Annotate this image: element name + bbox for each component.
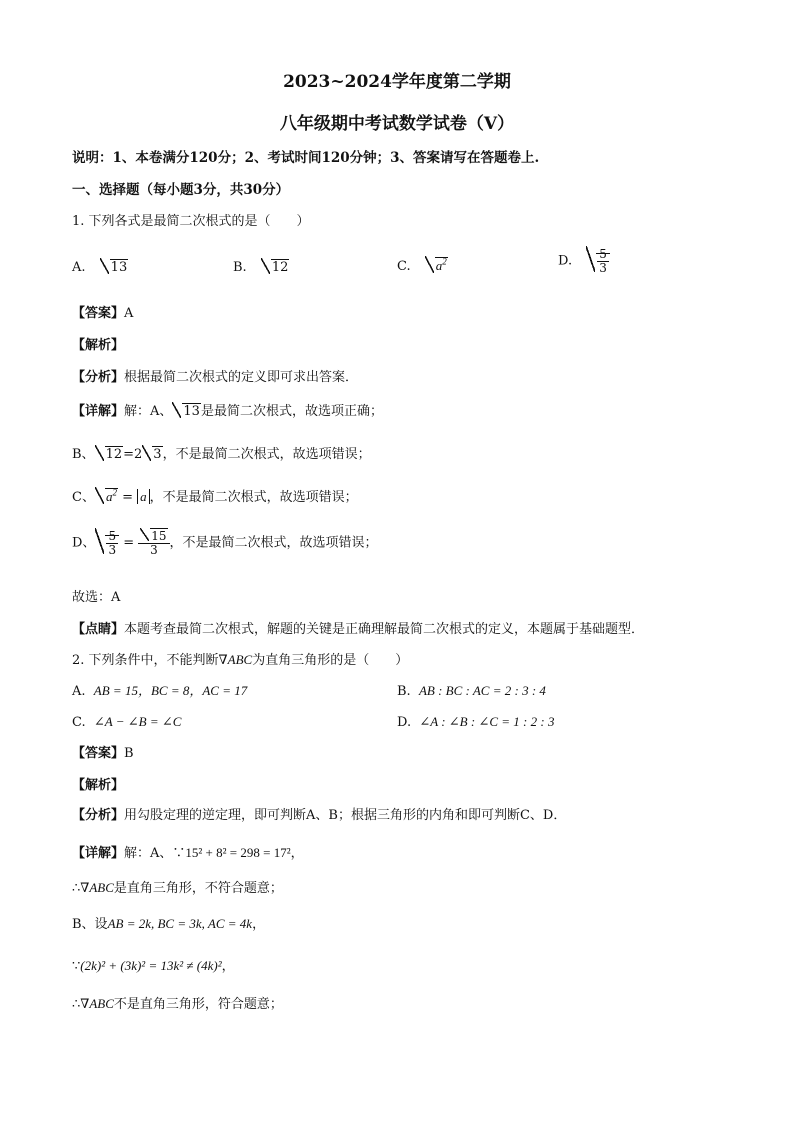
q2-detail-b2: ∵(2k)² + (3k)² = 13k² ≠ (4k)²， bbox=[72, 958, 235, 974]
q2-stem: 2. 下列条件中，不能判断∇ABC为直角三角形的是（ ） bbox=[72, 652, 409, 668]
q2-analysis-tag: 【解析】 bbox=[72, 778, 125, 793]
option-label: D. bbox=[558, 253, 573, 269]
q2-detail-b: B、设AB = 2k, BC = 3k, AC = 4k， bbox=[72, 916, 266, 932]
option-label: A. bbox=[72, 260, 86, 275]
sqrt-expression: 13 bbox=[172, 404, 201, 420]
q2-conclusion-b: ∴∇ABC不是直角三角形，符合题意； bbox=[72, 996, 283, 1012]
q1-detail-c: C、 $a^2 = a$ ，不是最简二次根式，故选项错误； bbox=[72, 487, 358, 505]
q1-fenxi: 【分析】根据最简二次根式的定义即可求出答案． bbox=[72, 370, 359, 385]
q1-answer: 【答案】A bbox=[72, 306, 134, 321]
exam-note: 说明：1、本卷满分120分；2、考试时间120分钟；3、答案请写在答题卷上. bbox=[72, 150, 540, 166]
q1-detail-d: D、 $\frac{5}{3}$ = $\frac{15}{3}$ ，不是最简二次根式，故选项错误； bbox=[72, 529, 378, 557]
q2-detail-a: 【详解】解：A、∵15² + 8² = 298 = 17²， bbox=[72, 845, 304, 861]
q1-stem: 1. 下列各式是最简二次根式的是（ ） bbox=[72, 214, 310, 229]
q1-choose: 故选：A bbox=[72, 590, 121, 605]
sqrt-expression: $a^2$ bbox=[95, 489, 118, 506]
q2-answer: 【答案】B bbox=[72, 746, 134, 761]
exam-title-line1: 2023~2024学年度第二学期 bbox=[283, 72, 511, 92]
q1-comment: 【点睛】本题考查最简二次根式，解题的关键是正确理解最简二次根式的定义，本题属于基础题型． bbox=[72, 622, 645, 637]
sqrt-expression: 12 bbox=[95, 447, 124, 463]
q2-option-c: C. ∠A − ∠B = ∠C bbox=[72, 714, 182, 730]
q2-option-a: A. AB = 15，BC = 8，AC = 17 bbox=[72, 683, 248, 699]
q1-detail-a: 【详解】解：A、 13是最简二次根式，故选项正确； bbox=[72, 404, 383, 419]
q1-option-a bbox=[72, 260, 128, 276]
q1-option-b bbox=[233, 260, 289, 276]
sqrt-expression: $a^2$ bbox=[425, 258, 448, 275]
sqrt-expression: 12 bbox=[261, 260, 290, 276]
sqrt-expression: 13 bbox=[100, 260, 129, 276]
q2-option-b: B. AB : BC : AC = 2 : 3 : 4 bbox=[397, 683, 546, 699]
option-label: C. bbox=[397, 259, 411, 274]
q2-fenxi: 【分析】用勾股定理的逆定理，即可判断A、B；根据三角形的内角和即可判断C、D． bbox=[72, 808, 567, 823]
q1-option-c bbox=[397, 258, 448, 275]
exam-title-line2: 八年级期中考试数学试卷（V） bbox=[279, 114, 515, 134]
q1-analysis-tag: 【解析】 bbox=[72, 338, 125, 353]
q2-option-d: D. ∠A : ∠B : ∠C = 1 : 2 : 3 bbox=[397, 714, 555, 730]
q1-option-d bbox=[558, 248, 610, 274]
sqrt-expression: 3 bbox=[142, 447, 162, 463]
sqrt-fraction: $\frac{5}{3}$ bbox=[586, 248, 610, 274]
option-label: B. bbox=[233, 260, 247, 275]
q1-detail-b: B、 12=2 3，不是最简二次根式，故选项错误； bbox=[72, 447, 371, 462]
q2-conclusion-a: ∴∇ABC是直角三角形，不符合题意； bbox=[72, 880, 283, 896]
sqrt-fraction: $\frac{5}{3}$ bbox=[95, 530, 119, 556]
section-heading: 一、选择题（每小题3分，共30分） bbox=[72, 182, 290, 198]
